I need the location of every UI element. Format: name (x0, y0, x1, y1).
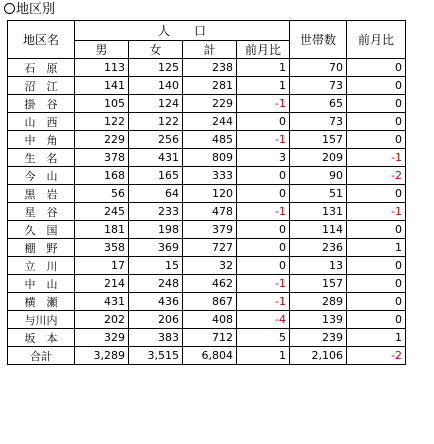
cell-female: 256 (129, 131, 183, 149)
cell-total: 244 (183, 113, 237, 131)
cell-pop-change: -1 (237, 95, 290, 113)
table-row (8, 311, 406, 329)
table-row (8, 113, 406, 131)
cell-female: 233 (129, 203, 183, 221)
cell-female: 383 (129, 329, 183, 347)
cell-total: 462 (183, 275, 237, 293)
header-hh-change: 前月比 (347, 21, 406, 59)
cell-total: 485 (183, 131, 237, 149)
cell-pop-change: 0 (237, 239, 290, 257)
header-female: 女 (129, 41, 183, 59)
cell-male: 168 (75, 167, 129, 185)
total-hh-change: -2 (347, 347, 406, 365)
cell-pop-change: 0 (237, 221, 290, 239)
cell-male: 431 (75, 293, 129, 311)
cell-female: 124 (129, 95, 183, 113)
cell-male: 378 (75, 149, 129, 167)
cell-area: 石 原 (8, 59, 75, 77)
caption-text: 地区別 (16, 2, 56, 17)
district-population-table (7, 20, 406, 365)
total-female: 3,515 (129, 347, 183, 365)
cell-households: 13 (290, 257, 347, 275)
cell-hh-change: 1 (347, 239, 406, 257)
header-population-text: 人 口 (157, 24, 206, 38)
cell-pop-change: 0 (237, 167, 290, 185)
header-households: 世帯数 (290, 21, 347, 59)
cell-area: 星 谷 (8, 203, 75, 221)
cell-female: 206 (129, 311, 183, 329)
cell-households: 73 (290, 77, 347, 95)
cell-households: 239 (290, 329, 347, 347)
cell-hh-change: 0 (347, 275, 406, 293)
cell-pop-change: 0 (237, 185, 290, 203)
cell-female: 198 (129, 221, 183, 239)
cell-pop-change: -1 (237, 131, 290, 149)
cell-hh-change: 0 (347, 221, 406, 239)
cell-total: 238 (183, 59, 237, 77)
total-total: 6,804 (183, 347, 237, 365)
cell-pop-change: 3 (237, 149, 290, 167)
cell-area: 山 西 (8, 113, 75, 131)
cell-female: 64 (129, 185, 183, 203)
table-row (8, 221, 406, 239)
cell-households: 70 (290, 59, 347, 77)
cell-households: 139 (290, 311, 347, 329)
cell-households: 65 (290, 95, 347, 113)
cell-hh-change: 0 (347, 59, 406, 77)
cell-pop-change: -1 (237, 293, 290, 311)
cell-total: 120 (183, 185, 237, 203)
cell-pop-change: 5 (237, 329, 290, 347)
cell-female: 15 (129, 257, 183, 275)
header-row-1 (8, 21, 406, 41)
cell-total: 712 (183, 329, 237, 347)
cell-households: 131 (290, 203, 347, 221)
header-male: 男 (75, 41, 129, 59)
cell-male: 105 (75, 95, 129, 113)
table-row (8, 149, 406, 167)
cell-total: 333 (183, 167, 237, 185)
cell-hh-change: -2 (347, 167, 406, 185)
cell-pop-change: -1 (237, 203, 290, 221)
cell-pop-change: 1 (237, 77, 290, 95)
cell-male: 141 (75, 77, 129, 95)
cell-area: 沼 江 (8, 77, 75, 95)
cell-area: 棚 野 (8, 239, 75, 257)
cell-area: 坂 本 (8, 329, 75, 347)
cell-total: 32 (183, 257, 237, 275)
header-area: 地区名 (8, 21, 75, 59)
cell-hh-change: 0 (347, 185, 406, 203)
table-row (8, 257, 406, 275)
header-population (75, 21, 290, 41)
cell-male: 122 (75, 113, 129, 131)
totals-row (8, 347, 406, 365)
cell-male: 56 (75, 185, 129, 203)
cell-total: 379 (183, 221, 237, 239)
cell-hh-change: 0 (347, 95, 406, 113)
table-row (8, 131, 406, 149)
circle-icon (4, 3, 15, 14)
cell-pop-change: 0 (237, 113, 290, 131)
cell-households: 114 (290, 221, 347, 239)
cell-households: 51 (290, 185, 347, 203)
cell-total: 478 (183, 203, 237, 221)
cell-male: 358 (75, 239, 129, 257)
cell-area: 久 国 (8, 221, 75, 239)
cell-female: 165 (129, 167, 183, 185)
cell-male: 202 (75, 311, 129, 329)
total-pop-change: 1 (237, 347, 290, 365)
cell-households: 73 (290, 113, 347, 131)
cell-area: 中 角 (8, 131, 75, 149)
cell-hh-change: 0 (347, 311, 406, 329)
cell-area: 中 山 (8, 275, 75, 293)
table-row (8, 329, 406, 347)
cell-hh-change: 0 (347, 113, 406, 131)
cell-area: 黒 岩 (8, 185, 75, 203)
cell-area: 今 山 (8, 167, 75, 185)
table-row (8, 203, 406, 221)
cell-pop-change: 1 (237, 59, 290, 77)
cell-pop-change: -1 (237, 275, 290, 293)
cell-pop-change: -4 (237, 311, 290, 329)
cell-male: 245 (75, 203, 129, 221)
cell-hh-change: 0 (347, 131, 406, 149)
cell-area: 立 川 (8, 257, 75, 275)
cell-male: 113 (75, 59, 129, 77)
cell-hh-change: 1 (347, 329, 406, 347)
cell-total: 408 (183, 311, 237, 329)
cell-male: 214 (75, 275, 129, 293)
cell-hh-change: 0 (347, 293, 406, 311)
cell-total: 867 (183, 293, 237, 311)
cell-total: 809 (183, 149, 237, 167)
cell-hh-change: -1 (347, 149, 406, 167)
cell-households: 157 (290, 275, 347, 293)
cell-male: 229 (75, 131, 129, 149)
cell-female: 248 (129, 275, 183, 293)
table-row (8, 293, 406, 311)
cell-male: 181 (75, 221, 129, 239)
table-row (8, 77, 406, 95)
table-caption (4, 1, 55, 19)
total-label: 合計 (8, 347, 75, 365)
cell-female: 140 (129, 77, 183, 95)
cell-total: 281 (183, 77, 237, 95)
cell-households: 90 (290, 167, 347, 185)
table-row (8, 59, 406, 77)
cell-area: 掛 谷 (8, 95, 75, 113)
cell-households: 157 (290, 131, 347, 149)
table-row (8, 167, 406, 185)
cell-households: 289 (290, 293, 347, 311)
total-male: 3,289 (75, 347, 129, 365)
cell-female: 431 (129, 149, 183, 167)
total-households: 2,106 (290, 347, 347, 365)
cell-area: 横 瀬 (8, 293, 75, 311)
table-row (8, 275, 406, 293)
table-row (8, 95, 406, 113)
cell-female: 125 (129, 59, 183, 77)
cell-hh-change: 0 (347, 77, 406, 95)
cell-households: 209 (290, 149, 347, 167)
cell-male: 17 (75, 257, 129, 275)
cell-area: 生 名 (8, 149, 75, 167)
cell-hh-change: 0 (347, 257, 406, 275)
cell-female: 122 (129, 113, 183, 131)
cell-male: 329 (75, 329, 129, 347)
cell-households: 236 (290, 239, 347, 257)
header-pop-change: 前月比 (237, 41, 290, 59)
cell-hh-change: -1 (347, 203, 406, 221)
header-total: 計 (183, 41, 237, 59)
cell-area: 与川内 (8, 311, 75, 329)
cell-female: 436 (129, 293, 183, 311)
table-row (8, 239, 406, 257)
cell-pop-change: 0 (237, 257, 290, 275)
cell-female: 369 (129, 239, 183, 257)
table-row (8, 185, 406, 203)
cell-total: 727 (183, 239, 237, 257)
cell-total: 229 (183, 95, 237, 113)
